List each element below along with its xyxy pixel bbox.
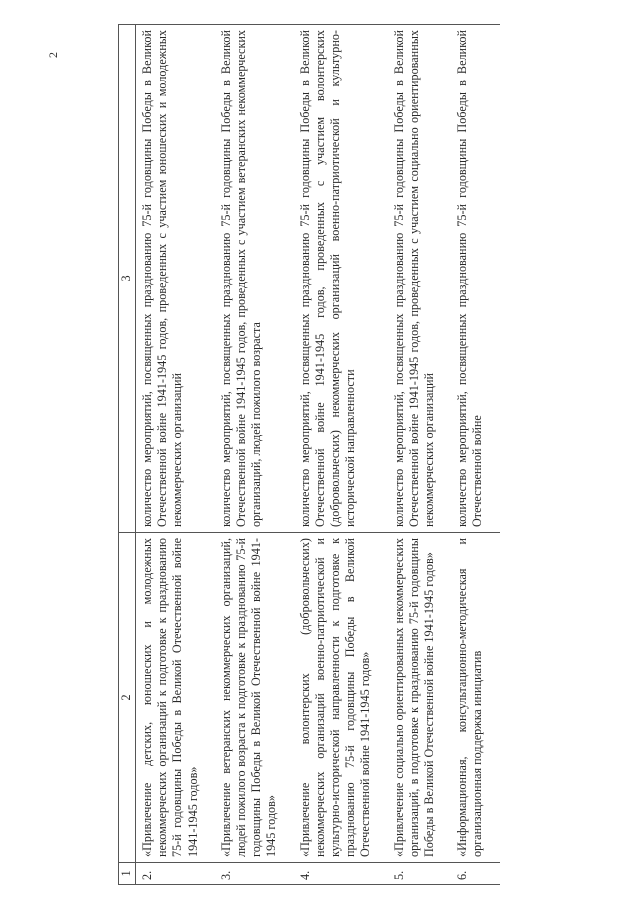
table-row <box>136 25 215 885</box>
row-number: 2. <box>136 863 215 885</box>
indicator-text: количество мероприятий, посвященных празднованию 75-й годовщины Победы в Великой Отечественной войне 1941-1945 годов, проведенных с участием юношеских и молодежных некоммерческих организаций <box>136 25 215 533</box>
measure-name: «Привлечение социально ориентированных некоммерческих организаций, в подготовке к празднованию 75-й годовщины Победы в Великой Отечественной войне 1941-1945 годов» <box>388 533 452 863</box>
column-header-1: 1 <box>119 863 136 885</box>
indicator-text: количество мероприятий, посвященных празднованию 75-й годовщины Победы в Великой Отечественной войне 1941-1945 годов, проведенных с участием волонтерских (добровольческих) некоммерческих организаций военно-патриотической и культурно-исторической направленности <box>294 25 388 533</box>
row-number: 3. <box>215 863 294 885</box>
table-row <box>215 25 294 885</box>
row-number: 5. <box>388 863 452 885</box>
column-header-2: 2 <box>119 533 136 863</box>
indicator-text: количество мероприятий, посвященных празднованию 75-й годовщины Победы в Великой Отечественной войне <box>451 25 499 533</box>
measure-name: «Привлечение волонтерских (добровольческих) некоммерческих организаций военно-патриотической и культурно-исторической направленности к подготовке к празднованию 75-й годовщины Победы в Великой Отечественной войне 1941-1945 годов» <box>294 533 388 863</box>
indicator-text: количество мероприятий, посвященных празднованию 75-й годовщины Победы в Великой Отечественной войне 1941-1945 годов, проведенных с участием ветеранских некоммерческих организаций, людей пожилого возраста <box>215 25 294 533</box>
measures-table <box>118 24 500 885</box>
measure-name: «Информационная, консультационно-методическая и организационная поддержка инициатив <box>451 533 499 863</box>
page-number: 2 <box>46 52 60 58</box>
column-header-3: 3 <box>119 25 136 533</box>
table-row <box>294 25 388 885</box>
row-number: 4. <box>294 863 388 885</box>
measure-name: «Привлечение детских, юношеских и молодежных некоммерческих организаций к подготовке к празднованию 75-й годовщины Победы в Великой Отечественной войне 1941-1945 годов» <box>136 533 215 863</box>
table-header-row <box>119 25 136 885</box>
rotated-page-content <box>118 25 588 885</box>
table-row <box>388 25 452 885</box>
indicator-text: количество мероприятий, посвященных празднованию 75-й годовщины Победы в Великой Отечественной войне 1941-1945 годов, проведенных с участием социально ориентированных некоммерческих организаций <box>388 25 452 533</box>
table-row <box>451 25 499 885</box>
row-number: 6. <box>451 863 499 885</box>
measure-name: «Привлечение ветеранских некоммерческих организаций, людей пожилого возраста к подготовке к празднованию 75-й годовщины Победы в Великой Отечественной войне 1941-1945 годов» <box>215 533 294 863</box>
